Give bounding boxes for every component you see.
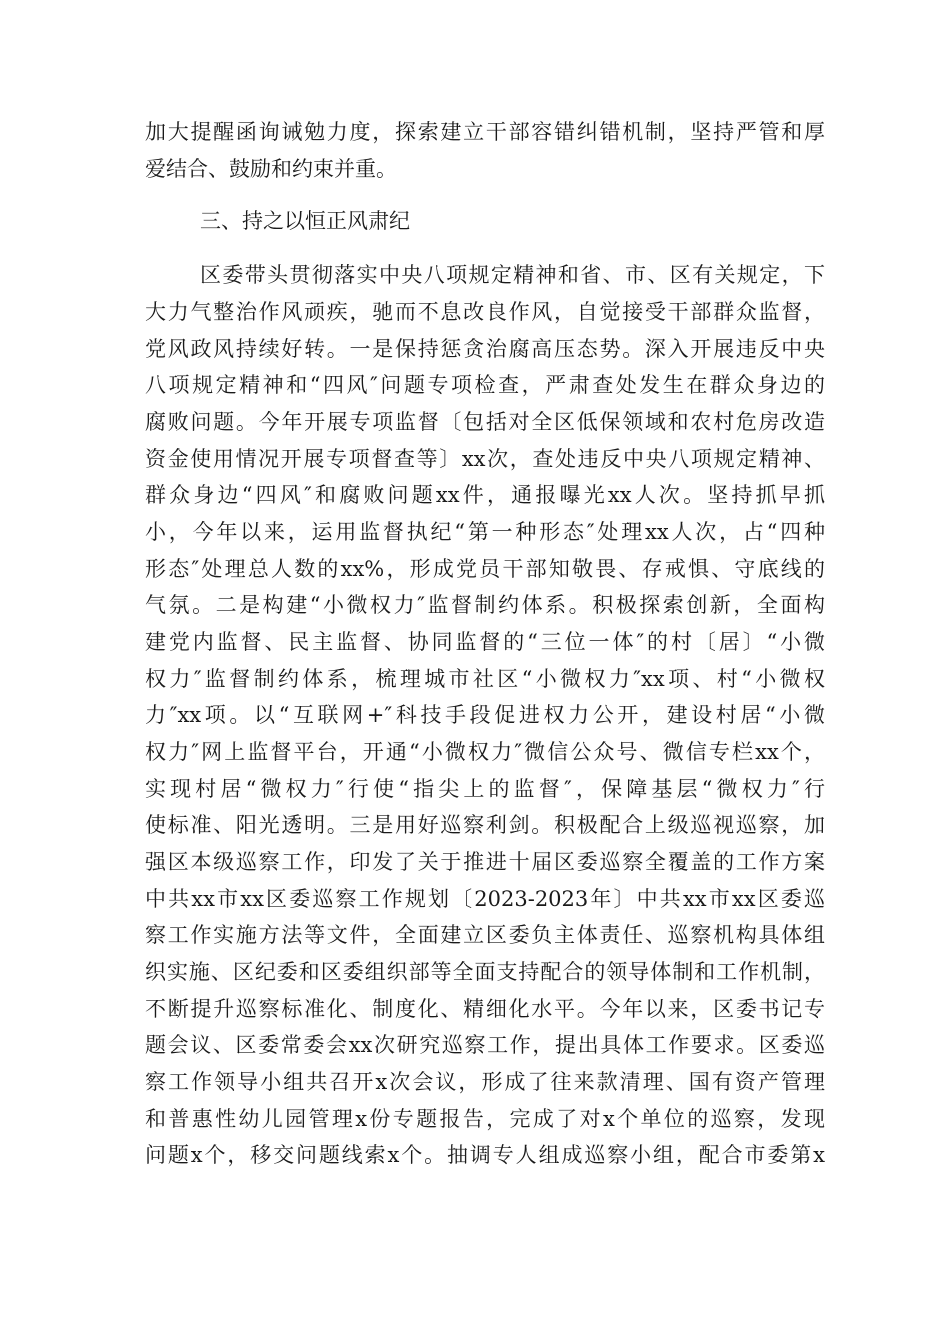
paragraph-line: 织实施、区纪委和区委组织部等全面支持配合的领导体制和工作机制， [145, 960, 825, 984]
paragraph-line: 大力气整治作风顽疾，驰而不息改良作风，自觉接受干部群众监督， [145, 300, 825, 324]
paragraph-line: 权力″监督制约体系，梳理城市社区“小微权力″xx项、村“小微权 [145, 667, 825, 691]
paragraph-line: 问题x个，移交问题线索x个。抽调专人组成巡察小组，配合市委第x [145, 1143, 825, 1167]
paragraph-line: 形态″处理总人数的xx%，形成党员干部知敬畏、存戒惧、守底线的 [145, 557, 825, 581]
paragraph-line: 和普惠性幼儿园管理x份专题报告，完成了对x个单位的巡察，发现 [145, 1107, 825, 1131]
paragraph-line: 中共xx市xx区委巡察工作规划〔2023-2023年〕中共xx市xx区委巡 [145, 887, 825, 911]
paragraph-line: 题会议、区委常委会xx次研究巡察工作，提出具体工作要求。区委巡 [145, 1033, 825, 1057]
paragraph-line: 使标准、阳光透明。三是用好巡察利剑。积极配合上级巡视巡察，加 [145, 813, 825, 837]
paragraph-line: 实现村居“微权力″行使“指尖上的监督″，保障基层“微权力″行 [145, 777, 825, 801]
paragraph-line: 建党内监督、民主监督、协同监督的“三位一体″的村〔居〕“小微 [145, 630, 825, 654]
paragraph-line: 资金使用情况开展专项督查等〕xx次，查处违反中央八项规定精神、 [145, 447, 825, 471]
paragraph-line: 党风政风持续好转。一是保持惩贪治腐高压态势。深入开展违反中央 [145, 337, 825, 361]
paragraph-line: 察工作实施方法等文件，全面建立区委负主体责任、巡察机构具体组 [145, 923, 825, 947]
paragraph-line: 腐败问题。今年开展专项监督〔包括对全区低保领域和农村危房改造 [145, 410, 825, 434]
paragraph-line: 权力″网上监督平台，开通“小微权力″微信公众号、微信专栏xx个， [145, 740, 825, 764]
paragraph-line: 加大提醒函询诫勉力度，探索建立干部容错纠错机制，坚持严管和厚 [145, 120, 825, 144]
paragraph-line: 察工作领导小组共召开x次会议，形成了往来款清理、国有资产管理 [145, 1070, 825, 1094]
paragraph-line: 区委带头贯彻落实中央八项规定精神和省、市、区有关规定，下 [200, 263, 825, 287]
paragraph-line: 不断提升巡察标准化、制度化、精细化水平。今年以来，区委书记专 [145, 997, 825, 1021]
paragraph-line: 力″xx项。以“互联网+″科技手段促进权力公开，建设村居“小微 [145, 703, 825, 727]
paragraph-line: 爱结合、鼓励和约束并重。 [145, 157, 397, 181]
paragraph-line: 强区本级巡察工作，印发了关于推进十届区委巡察全覆盖的工作方案 [145, 850, 825, 874]
paragraph-line: 群众身边“四风″和腐败问题xx件，通报曝光xx人次。坚持抓早抓 [145, 483, 825, 507]
section-heading: 三、持之以恒正风肃纪 [200, 209, 410, 233]
paragraph-line: 气氛。二是构建“小微权力″监督制约体系。积极探索创新，全面构 [145, 593, 825, 617]
paragraph-line: 小，今年以来，运用监督执纪“第一种形态″处理xx人次，占“四种 [145, 520, 825, 544]
paragraph-line: 八项规定精神和“四风″问题专项检查，严肃查处发生在群众身边的 [145, 373, 825, 397]
